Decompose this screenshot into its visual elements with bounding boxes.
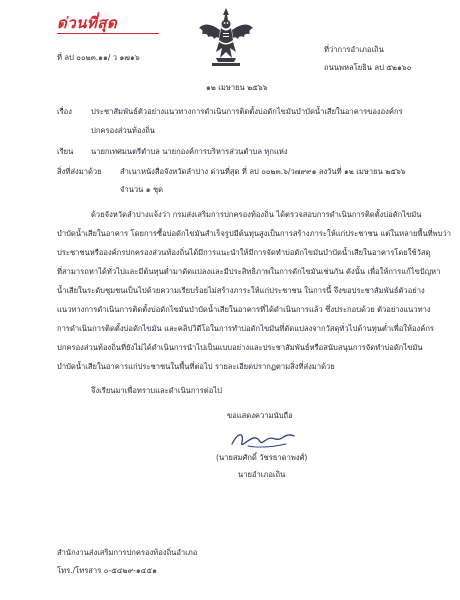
body-line: ที่สามารถหาได้ทั่วไปและมีต้นทุนต่ำมาดัดแปลงและมีประสิทธิภาพในการดักไขมันเช่นกัน ดังนั้น เพื่อให้การแก้ไขปัญหา bbox=[57, 267, 441, 276]
body-line: ประชาชนหรือองค์กรปกครองส่วนท้องถิ่นได้มีการแนะนำให้มีการจัดทำบ่อดักไขมันบำบัดน้ำเสียในอาคารโดยใช้วัสดุ bbox=[57, 248, 431, 257]
recipient-label: เรียน bbox=[57, 147, 74, 156]
signer-name: (นายสมศักดิ์ วัชรธาดาพงศ์) bbox=[216, 453, 308, 462]
footer-phone: โทร./โทรสาร ๐-๕๔๒๙-๑๔๕๑ bbox=[57, 566, 158, 575]
subject-line-1: ประชาสัมพันธ์ตัวอย่างแนวทางการดำเนินการติดตั้งบ่อดักไขมันบำบัดน้ำเสียในอาคารขององค์กร bbox=[91, 107, 403, 116]
doc-number: ที่ ลป ๐๐๒๓.๑๑/ ว ๑๗๑๖ bbox=[57, 53, 140, 62]
garuda-emblem-icon bbox=[196, 6, 256, 68]
footer-department: สำนักงานส่งเสริมการปกครองท้องถิ่นอำเภอ bbox=[57, 548, 198, 557]
recipient-text: นายกเทศมนตรีตำบล นายกองค์การบริหารส่วนตำบล ทุกแห่ง bbox=[91, 147, 288, 156]
urgency-underline bbox=[57, 33, 159, 34]
subject-line-2: ปกครองส่วนท้องถิ่น bbox=[91, 126, 155, 135]
office-address: ถนนพหลโยธิน ลป ๕๒๑๖๐ bbox=[324, 63, 412, 72]
enclosure-count: จำนวน ๑ ชุด bbox=[120, 185, 164, 194]
body-line: แนวทางการดำเนินการติดตั้งบ่อดักไขมันบำบัดน้ำเสียในอาคารที่ได้ดำเนินการแล้ว ซึ่งประกอบด้วย ตัวอย่างแนวทาง bbox=[57, 305, 431, 314]
body-line: บำบัดน้ำเสียในอาคารแก่ประชาชนในพื้นที่ต่อไป รายละเอียดปรากฏตามสิ่งที่ส่งมาด้วย bbox=[57, 362, 335, 371]
body-line: น้ำเสียในระดับชุมชนเป็นไปด้วยความเรียบร้อยไม่สร้างภาระให้แก่ประชาชน ในการนี้ จึงขอประชาสัมพันธ์ตัวอย่าง bbox=[57, 286, 425, 295]
handwritten-signature bbox=[228, 426, 298, 452]
enclosure-label: สิ่งที่ส่งมาด้วย bbox=[57, 167, 102, 176]
body-line: ปกครองส่วนท้องถิ่นที่ยังไม่ได้ดำเนินการนำไปเป็นแบบอย่างและประชาสัมพันธ์หรือสนับสนุนการจัดทำบ่อดักไขมัน bbox=[57, 343, 423, 352]
office-name: ที่ว่าการอำเภอเถิน bbox=[324, 45, 384, 54]
signer-position: นายอำเภอเถิน bbox=[238, 470, 286, 479]
body-line: ด้วยจังหวัดลำปางแจ้งว่า กรมส่งเสริมการปกครองท้องถิ่น ได้ตรวจสอบการดำเนินการติดตั้งบ่อดักไขมัน bbox=[91, 210, 422, 219]
subject-label: เรื่อง bbox=[57, 107, 72, 116]
letter-date: ๑๒ เมษายน ๒๕๖๖ bbox=[206, 83, 268, 92]
salutation: ขอแสดงความนับถือ bbox=[227, 411, 293, 420]
body-line: บำบัดน้ำเสียในอาคาร โดยการซื้อบ่อดักไขมันสำเร็จรูปมีต้นทุนสูงเป็นการสร้างภาระให้แก่ประชาชน แต่ในหลายพื้นที่พบว่า bbox=[57, 229, 452, 238]
closing-line: จึงเรียนมาเพื่อทราบและดำเนินการต่อไป bbox=[91, 386, 222, 395]
enclosure-text: สำเนาหนังสือจังหวัดลำปาง ด่วนที่สุด ที่ ลป ๐๐๒๓.๖/ว๗๙๙๑ ลงวันที่ ๑๒ เมษายน ๒๕๖๖ bbox=[120, 167, 406, 176]
body-line: การดำเนินการติดตั้งบ่อดักไขมัน และคลิปวิดีโอในการทำบ่อดักไขมันที่ดัดแปลงจากวัสดุทั่วไปด้านทุนต่ำเพื่อให้องค์กร bbox=[57, 324, 435, 333]
urgency-stamp: ด่วนที่สุด bbox=[57, 14, 118, 32]
